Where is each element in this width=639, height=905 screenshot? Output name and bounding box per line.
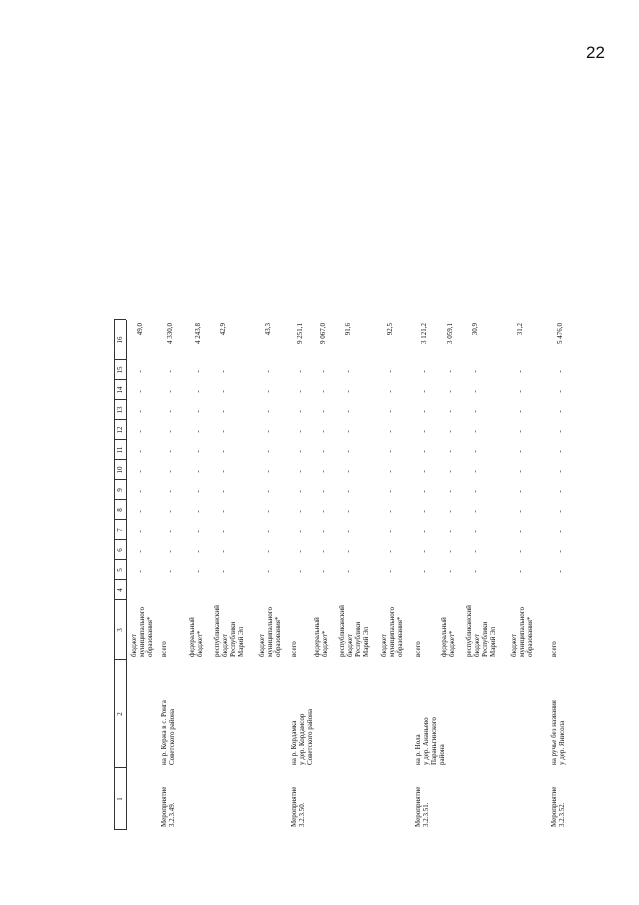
year-value: - xyxy=(386,550,394,553)
year-value: - xyxy=(166,370,174,373)
year-value: - xyxy=(166,430,174,433)
funding-source xyxy=(290,641,298,657)
funding-source xyxy=(414,641,422,657)
year-value: - xyxy=(420,490,428,493)
year-value: - xyxy=(344,450,352,453)
funding-source-line: бюджет* xyxy=(196,630,204,657)
year-value: - xyxy=(516,530,524,533)
year-value: - xyxy=(136,450,144,453)
funding-source xyxy=(258,607,282,657)
year-value: - xyxy=(420,570,428,573)
funding-source-line: образования* xyxy=(274,616,282,657)
funding-source-line: федеральный xyxy=(440,617,448,657)
year-value: - xyxy=(344,570,352,573)
funding-source-line: бюджет xyxy=(473,634,481,657)
object-name-line: района xyxy=(438,744,446,765)
year-value: - xyxy=(386,450,394,453)
year-value: - xyxy=(386,430,394,433)
column-header: 1 xyxy=(116,797,124,801)
year-value: - xyxy=(344,550,352,553)
column-header: 7 xyxy=(116,528,124,532)
year-value: - xyxy=(386,510,394,513)
year-value: - xyxy=(319,450,327,453)
year-value: - xyxy=(264,510,272,513)
year-value: - xyxy=(296,530,304,533)
year-value: - xyxy=(420,410,428,413)
total-value: 4 330,0 xyxy=(166,323,174,344)
object-name-line: на р. Кержа в с. Ронга xyxy=(160,700,168,765)
year-value: - xyxy=(446,510,454,513)
year-value: - xyxy=(344,410,352,413)
object-name xyxy=(550,700,566,765)
object-name-line: Советского района xyxy=(168,709,176,765)
year-value: - xyxy=(194,510,202,513)
year-value: - xyxy=(264,490,272,493)
year-value: - xyxy=(516,390,524,393)
year-value: - xyxy=(166,450,174,453)
year-value: - xyxy=(420,430,428,433)
year-value: - xyxy=(344,390,352,393)
year-value: - xyxy=(166,490,174,493)
activity-id xyxy=(414,787,430,827)
year-value: - xyxy=(516,510,524,513)
year-value: - xyxy=(386,390,394,393)
year-value: - xyxy=(556,470,564,473)
object-name-line: на ручье без названия xyxy=(550,700,558,765)
object-name-line: у дер. Янисола xyxy=(558,720,566,765)
column-header: 8 xyxy=(116,508,124,512)
year-value: - xyxy=(264,370,272,373)
year-value: - xyxy=(344,470,352,473)
year-value: - xyxy=(471,570,479,573)
funding-source-line: Республики xyxy=(354,621,362,657)
funding-source-line: федеральный xyxy=(313,617,321,657)
year-value: - xyxy=(194,370,202,373)
year-value: - xyxy=(219,490,227,493)
year-value: - xyxy=(296,430,304,433)
object-name-line: Советского района xyxy=(306,709,314,765)
year-value: - xyxy=(516,430,524,433)
year-value: - xyxy=(446,390,454,393)
activity-id-line: 3.2.3.52. xyxy=(558,802,566,827)
total-value: 92,5 xyxy=(386,323,394,336)
funding-source xyxy=(188,617,204,657)
year-value: - xyxy=(194,490,202,493)
year-value: - xyxy=(516,450,524,453)
year-value: - xyxy=(194,390,202,393)
funding-source xyxy=(130,607,154,657)
funding-source-line: образования* xyxy=(396,616,404,657)
year-value: - xyxy=(420,530,428,533)
object-name xyxy=(290,709,314,765)
year-value: - xyxy=(556,570,564,573)
funding-source-line: бюджет* xyxy=(448,630,456,657)
rotated-table xyxy=(100,50,620,830)
funding-source-line: Республики xyxy=(229,621,237,657)
year-value: - xyxy=(264,550,272,553)
year-value: - xyxy=(136,550,144,553)
year-value: - xyxy=(296,510,304,513)
year-value: - xyxy=(344,510,352,513)
year-value: - xyxy=(386,370,394,373)
year-value: - xyxy=(420,550,428,553)
year-value: - xyxy=(219,430,227,433)
year-value: - xyxy=(166,410,174,413)
year-value: - xyxy=(319,550,327,553)
year-value: - xyxy=(264,390,272,393)
column-header: 15 xyxy=(116,366,124,374)
column-header: 16 xyxy=(116,336,124,344)
column-header: 5 xyxy=(116,568,124,572)
year-value: - xyxy=(194,430,202,433)
year-value: - xyxy=(556,510,564,513)
activity-id xyxy=(550,787,566,827)
year-value: - xyxy=(194,550,202,553)
activity-id-line: 3.2.3.50. xyxy=(298,802,306,827)
year-value: - xyxy=(420,370,428,373)
year-value: - xyxy=(219,470,227,473)
year-value: - xyxy=(386,410,394,413)
year-value: - xyxy=(296,450,304,453)
year-value: - xyxy=(136,470,144,473)
year-value: - xyxy=(344,430,352,433)
year-value: - xyxy=(166,570,174,573)
object-name-line: на р. Кордамка xyxy=(290,720,298,765)
year-value: - xyxy=(166,550,174,553)
year-value: - xyxy=(446,530,454,533)
year-value: - xyxy=(166,470,174,473)
year-value: - xyxy=(516,470,524,473)
activity-id-line: Мероприятие xyxy=(414,786,422,827)
column-header: 12 xyxy=(116,426,124,434)
year-value: - xyxy=(446,450,454,453)
year-value: - xyxy=(344,530,352,533)
total-value: 9 067,0 xyxy=(319,323,327,344)
year-value: - xyxy=(166,510,174,513)
year-value: - xyxy=(264,470,272,473)
year-value: - xyxy=(296,410,304,413)
column-header: 6 xyxy=(116,548,124,552)
year-value: - xyxy=(194,470,202,473)
year-value: - xyxy=(420,510,428,513)
funding-source-line: Марий Эл xyxy=(237,626,245,657)
funding-source-line: Марий Эл xyxy=(362,626,370,657)
table-grid xyxy=(100,50,620,830)
year-value: - xyxy=(136,490,144,493)
year-value: - xyxy=(516,550,524,553)
year-value: - xyxy=(446,430,454,433)
funding-source-line: бюджет* xyxy=(321,630,329,657)
activity-id-line: Мероприятие xyxy=(290,786,298,827)
year-value: - xyxy=(296,390,304,393)
year-value: - xyxy=(446,370,454,373)
funding-source-line: бюджет xyxy=(380,634,388,657)
object-name xyxy=(160,700,176,765)
header-bottom-rule xyxy=(126,320,127,830)
header-top-rule xyxy=(114,320,115,830)
funding-source-line: республиканский xyxy=(338,605,346,657)
year-value: - xyxy=(219,450,227,453)
column-header: 2 xyxy=(116,712,124,716)
year-value: - xyxy=(556,430,564,433)
funding-source xyxy=(440,617,456,657)
object-name-line: на р. Нола xyxy=(414,734,422,765)
year-value: - xyxy=(319,490,327,493)
year-value: - xyxy=(319,470,327,473)
object-name-line: у дер. Ананьево xyxy=(422,717,430,765)
year-value: - xyxy=(471,510,479,513)
funding-source-line: всего xyxy=(550,641,558,657)
activity-id-line: Мероприятие xyxy=(160,786,168,827)
year-value: - xyxy=(296,370,304,373)
year-value: - xyxy=(344,370,352,373)
year-value: - xyxy=(319,430,327,433)
year-value: - xyxy=(516,370,524,373)
year-value: - xyxy=(219,570,227,573)
year-value: - xyxy=(471,410,479,413)
year-value: - xyxy=(264,450,272,453)
page-number: 22 xyxy=(586,43,605,62)
year-value: - xyxy=(471,550,479,553)
year-value: - xyxy=(386,470,394,473)
year-value: - xyxy=(420,390,428,393)
year-value: - xyxy=(194,450,202,453)
funding-source-line: образования* xyxy=(146,616,154,657)
funding-source xyxy=(338,605,370,657)
funding-source-line: Марий Эл xyxy=(489,626,497,657)
funding-source-line: федеральный xyxy=(188,617,196,657)
year-value: - xyxy=(136,410,144,413)
activity-id-line: 3.2.3.49. xyxy=(168,802,176,827)
total-value: 3 121,2 xyxy=(420,323,428,344)
funding-source-line: бюджет xyxy=(346,634,354,657)
total-value: 9 251,1 xyxy=(296,323,304,344)
total-value: 4 243,8 xyxy=(194,323,202,344)
funding-source xyxy=(465,605,497,657)
year-value: - xyxy=(556,370,564,373)
year-value: - xyxy=(471,430,479,433)
year-value: - xyxy=(194,410,202,413)
column-header: 9 xyxy=(116,488,124,492)
funding-source-line: образования* xyxy=(526,616,534,657)
year-value: - xyxy=(556,450,564,453)
year-value: - xyxy=(471,470,479,473)
year-value: - xyxy=(446,470,454,473)
column-header: 4 xyxy=(116,588,124,592)
year-value: - xyxy=(136,530,144,533)
year-value: - xyxy=(516,490,524,493)
column-header: 11 xyxy=(116,446,124,454)
year-value: - xyxy=(219,410,227,413)
funding-source xyxy=(160,641,168,657)
funding-source xyxy=(213,605,245,657)
total-value: 91,6 xyxy=(344,323,352,336)
year-value: - xyxy=(386,530,394,533)
year-value: - xyxy=(556,530,564,533)
year-value: - xyxy=(386,570,394,573)
year-value: - xyxy=(471,390,479,393)
year-value: - xyxy=(319,410,327,413)
year-value: - xyxy=(471,490,479,493)
year-value: - xyxy=(556,390,564,393)
year-value: - xyxy=(166,390,174,393)
year-value: - xyxy=(471,370,479,373)
funding-source-line: всего xyxy=(160,641,168,657)
year-value: - xyxy=(446,410,454,413)
column-header: 10 xyxy=(116,466,124,474)
year-value: - xyxy=(556,550,564,553)
year-value: - xyxy=(386,490,394,493)
year-value: - xyxy=(516,570,524,573)
year-value: - xyxy=(319,390,327,393)
year-value: - xyxy=(516,410,524,413)
funding-source-line: муниципального xyxy=(266,607,274,657)
funding-source-line: всего xyxy=(414,641,422,657)
funding-source-line: муниципального xyxy=(518,607,526,657)
year-value: - xyxy=(219,550,227,553)
year-value: - xyxy=(446,550,454,553)
funding-source-line: республиканский xyxy=(465,605,473,657)
year-value: - xyxy=(219,530,227,533)
year-value: - xyxy=(446,490,454,493)
year-value: - xyxy=(136,370,144,373)
object-name xyxy=(414,717,446,765)
year-value: - xyxy=(136,570,144,573)
year-value: - xyxy=(264,530,272,533)
year-value: - xyxy=(556,490,564,493)
total-value: 3 059,1 xyxy=(446,323,454,344)
funding-source-line: всего xyxy=(290,641,298,657)
funding-source-line: бюджет xyxy=(221,634,229,657)
year-value: - xyxy=(319,510,327,513)
funding-source xyxy=(550,641,558,657)
year-value: - xyxy=(420,450,428,453)
year-value: - xyxy=(264,430,272,433)
year-value: - xyxy=(319,530,327,533)
column-header: 13 xyxy=(116,406,124,414)
year-value: - xyxy=(296,570,304,573)
funding-source xyxy=(380,607,404,657)
year-value: - xyxy=(136,390,144,393)
funding-source-line: бюджет xyxy=(258,634,266,657)
total-value: 30,9 xyxy=(471,323,479,336)
funding-source-line: муниципального xyxy=(138,607,146,657)
year-value: - xyxy=(136,430,144,433)
column-header: 3 xyxy=(116,628,124,632)
activity-id-line: Мероприятие xyxy=(550,786,558,827)
year-value: - xyxy=(296,470,304,473)
year-value: - xyxy=(471,450,479,453)
total-value: 43,3 xyxy=(264,323,272,336)
activity-id xyxy=(160,787,176,827)
year-value: - xyxy=(194,530,202,533)
year-value: - xyxy=(319,370,327,373)
funding-source-line: бюджет xyxy=(510,634,518,657)
funding-source xyxy=(313,617,329,657)
object-name-line: у дер. Кордамсор xyxy=(298,713,306,765)
year-value: - xyxy=(471,530,479,533)
year-value: - xyxy=(194,570,202,573)
year-value: - xyxy=(166,530,174,533)
total-value: 31,2 xyxy=(516,323,524,336)
year-value: - xyxy=(344,490,352,493)
funding-source-line: бюджет xyxy=(130,634,138,657)
total-value: 42,9 xyxy=(219,323,227,336)
year-value: - xyxy=(219,510,227,513)
object-name-line: Параньгинского xyxy=(430,717,438,765)
year-value: - xyxy=(446,570,454,573)
year-value: - xyxy=(264,410,272,413)
total-value: 49,0 xyxy=(136,323,144,336)
column-header: 14 xyxy=(116,386,124,394)
year-value: - xyxy=(264,570,272,573)
year-value: - xyxy=(296,550,304,553)
total-value: 5 476,0 xyxy=(556,323,564,344)
funding-source-line: республиканский xyxy=(213,605,221,657)
year-value: - xyxy=(136,510,144,513)
activity-id-line: 3.2.3.51. xyxy=(422,802,430,827)
year-value: - xyxy=(219,390,227,393)
funding-source-line: Республики xyxy=(481,621,489,657)
year-value: - xyxy=(219,370,227,373)
year-value: - xyxy=(556,410,564,413)
year-value: - xyxy=(319,570,327,573)
year-value: - xyxy=(420,470,428,473)
funding-source-line: муниципального xyxy=(388,607,396,657)
activity-id xyxy=(290,787,306,827)
funding-source xyxy=(510,607,534,657)
year-value: - xyxy=(296,490,304,493)
